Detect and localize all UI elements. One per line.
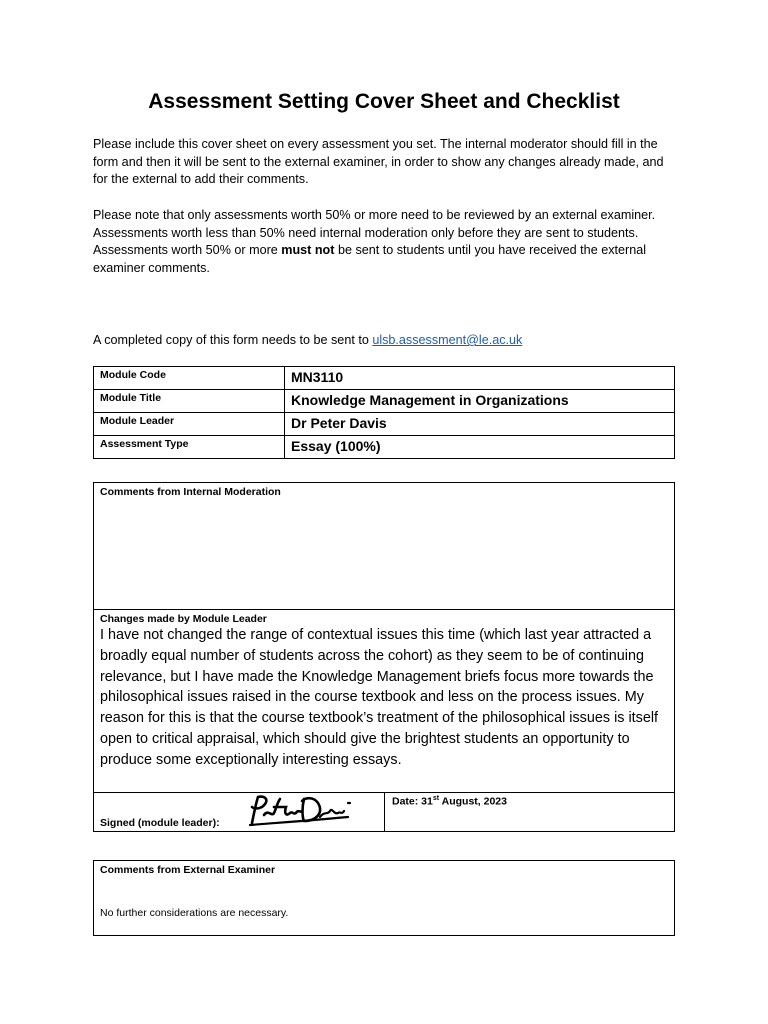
changes-text: I have not changed the range of contextual issues this time (which last year attracted a broadly equal number of students across the cohort) as they seem to be of continuing relevance, but I have made the Knowledge Management briefs focus more towards the philosophical issues raised in the course textbook and less on the process issues. My reason for this is that the course textbook’s treatment of the philosophical issues is itself open to critical appraisal, which should give the brightest students an opportunity to produce some exceptionally interesting essays. (100, 627, 659, 768)
note-line-3 (93, 242, 675, 277)
external-examiner-box (93, 860, 675, 936)
date-field (392, 795, 507, 808)
table-row (94, 436, 675, 459)
note-must-not: must not (281, 243, 335, 258)
table-row (94, 413, 675, 436)
module-title-label: Module Title (94, 390, 285, 413)
internal-moderation-section (94, 483, 674, 610)
moderation-box (93, 482, 675, 832)
email-link[interactable]: ulsb.assessment@le.ac.uk (372, 333, 523, 347)
signed-label: Signed (module leader): (100, 817, 220, 829)
assessment-type-value: Essay (100%) (285, 436, 675, 459)
signature-cell (94, 793, 385, 831)
intro-paragraph: Please include this cover sheet on every assessment you set. The internal moderator should fill in the form and then it will be sent to the external examiner, in order to show any changes already made, and for the external to add their comments. (93, 137, 664, 187)
note-line-3-end: be sent to students until you have received the external examiner comments. (93, 243, 646, 275)
note-line-1: Please note that only assessments worth 50% or more need to be reviewed by an external examiner. (93, 208, 656, 222)
notes-paragraph (93, 207, 675, 277)
date-label: Date: 31 (392, 795, 433, 808)
note-line-3-start: Assessments worth 50% or more (93, 243, 282, 258)
module-code-label: Module Code (94, 367, 285, 390)
external-examiner-label: Comments from External Examiner (100, 864, 276, 876)
internal-moderation-label: Comments from Internal Moderation (100, 486, 281, 498)
assessment-type-label: Assessment Type (94, 436, 285, 459)
external-examiner-comment: No further considerations are necessary. (100, 907, 289, 919)
note-line-2: Assessments worth less than 50% need internal moderation only before they are sent to students. (93, 225, 639, 240)
signature-image (244, 793, 356, 829)
send-instruction (93, 332, 675, 350)
date-rest: August, 2023 (439, 795, 507, 808)
module-leader-label: Module Leader (94, 413, 285, 436)
table-row (94, 390, 675, 413)
module-code-value: MN3110 (285, 367, 675, 390)
date-suffix: st (432, 795, 440, 802)
module-leader-value: Dr Peter Davis (285, 413, 675, 436)
table-row (94, 367, 675, 390)
page-title: Assessment Setting Cover Sheet and Checklist (148, 90, 620, 113)
module-title-value: Knowledge Management in Organizations (285, 390, 675, 413)
changes-section (94, 610, 674, 793)
send-text: A completed copy of this form needs to be sent to (93, 333, 373, 347)
module-info-table (93, 366, 675, 459)
changes-label: Changes made by Module Leader (100, 613, 267, 625)
